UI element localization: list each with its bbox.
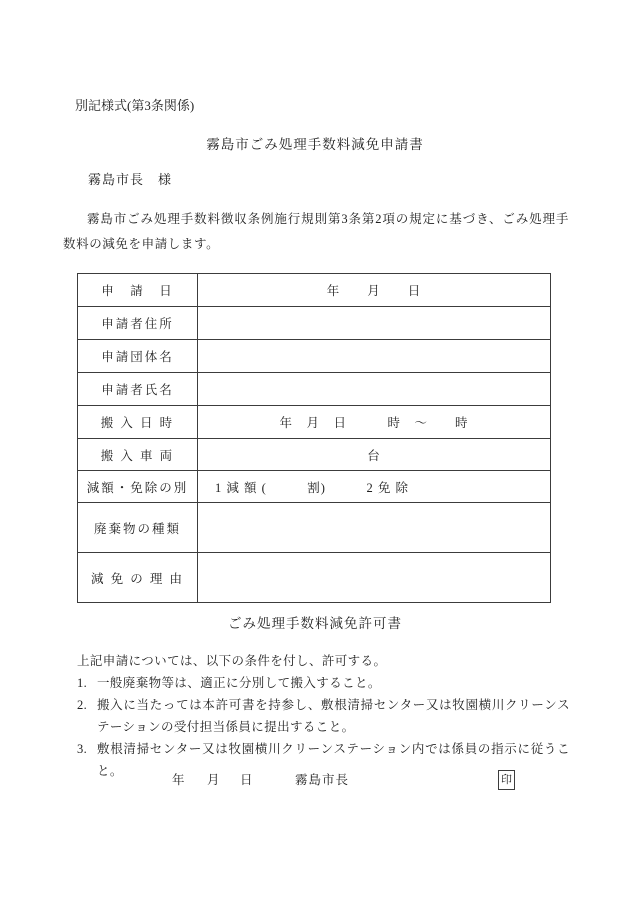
mayor-label: 霧島市長 [295,773,350,787]
condition-text: 一般廃棄物等は、適正に分別して搬入すること。 [97,676,381,690]
permit-title: ごみ処理手数料減免許可書 [228,616,402,631]
row-label: 減額・免除の別 [78,471,198,502]
application-title: 霧島市ごみ処理手数料減免申請書 [206,137,424,152]
table-row-reduction-or-exemption [78,470,550,502]
row-value: 年 月 日 [326,284,422,298]
row-label: 減 免 の 理 由 [78,553,198,602]
row-label: 申請者住所 [78,307,198,339]
application-intro-paragraph: 霧島市ごみ処理手数料徴収条例施行規則第3条第2項の規定に基づき、ごみ処理手数料の減免を申請します。 [63,212,569,251]
condition-item [77,694,570,738]
row-label: 廃棄物の種類 [78,503,198,552]
condition-text: 搬入に当たっては本許可書を持参し、敷根清掃センター又は牧園横川クリーンステーションの受付担当係員に提出すること。 [97,698,570,734]
row-value [198,307,550,339]
row-value [198,553,550,602]
row-value: 台 [367,448,381,463]
condition-number: 1. [77,676,88,690]
table-row-applicant-organization [78,339,550,372]
table-row-waste-type [78,502,550,552]
condition-item [77,672,570,694]
row-value [198,340,550,372]
application-form-table [77,273,551,603]
day-label: 日 [240,773,253,787]
row-label: 申請者氏名 [78,373,198,405]
year-label: 年 [172,773,185,787]
row-value: 年 月 日 時 ～ 時 [279,416,469,430]
condition-number: 3. [77,742,88,756]
seal-stamp-box [498,770,515,790]
row-value [198,373,550,405]
table-row-reduction-reason [78,552,550,602]
row-label: 申請団体名 [78,340,198,372]
row-label: 搬 入 車 両 [78,439,198,470]
month-label: 月 [207,773,220,787]
permit-signature-line [0,770,630,794]
permit-intro-line: 上記申請については、以下の条件を付し、許可する。 [77,654,387,668]
table-row-applicant-name [78,372,550,405]
row-value: 1 減 額 ( 割) 2 免 除 [215,480,409,495]
row-label: 搬 入 日 時 [78,406,198,438]
table-row-applicant-address [78,306,550,339]
condition-number: 2. [77,698,88,712]
permit-conditions-block [77,650,570,782]
table-row-carry-in-vehicles [78,438,550,470]
table-row-application-date [78,274,550,306]
seal-character: 印 [501,774,512,786]
table-row-carry-in-datetime [78,405,550,438]
condition-text: 敷根清掃センター又は牧園横川クリーンステーション内では係員の指示に従うこと。 [97,742,570,778]
row-label: 申 請 日 [78,274,198,306]
form-style-note: 別記様式(第3条関係) [75,98,195,113]
row-value [198,503,550,552]
addressee-line: 霧島市長 様 [88,172,173,187]
